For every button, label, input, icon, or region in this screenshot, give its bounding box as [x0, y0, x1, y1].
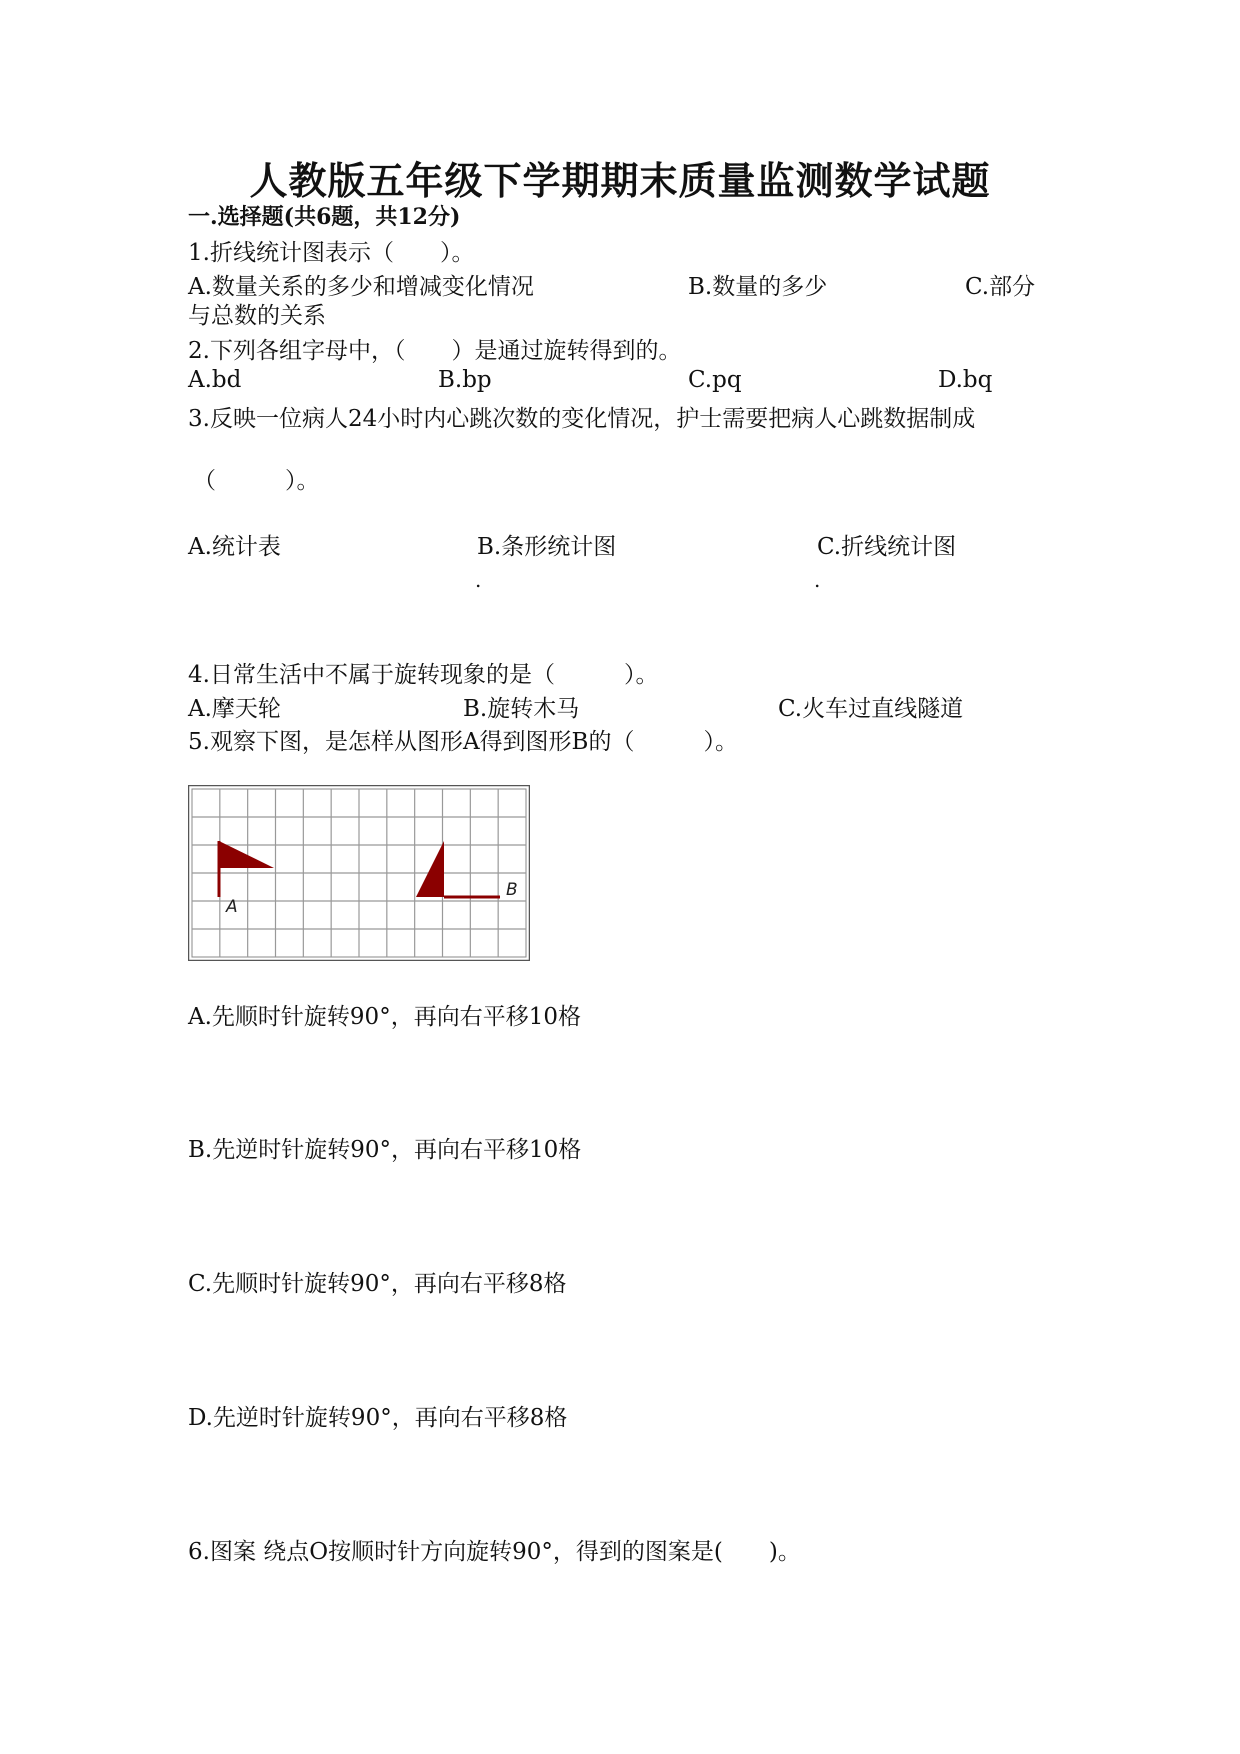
- question-4-option-c: C.火车过直线隧道: [778, 696, 964, 722]
- question-3-option-b: B.条形统计图: [477, 534, 617, 560]
- stray-dot-1: .: [475, 568, 482, 592]
- question-6-stem: 6.图案 绕点O按顺时针方向旋转90°，得到的图案是( )。: [188, 1539, 801, 1565]
- question-1-option-continuation: 与总数的关系: [188, 303, 326, 329]
- question-3-option-c: C.折线统计图: [817, 534, 957, 560]
- shape-a-label: A: [226, 897, 238, 917]
- page-title: 人教版五年级下学期期末质量监测数学试题: [249, 158, 991, 203]
- question-3-stem-continuation: （ ）。: [193, 468, 320, 494]
- question-1-option-b: B.数量的多少: [688, 274, 828, 300]
- question-1-option-c: C.部分: [965, 274, 1036, 300]
- question-1-stem: 1.折线统计图表示（ ）。: [188, 240, 475, 266]
- question-4-option-b: B.旋转木马: [463, 696, 580, 722]
- shape-b-label: B: [506, 880, 518, 900]
- section-heading: 一.选择题(共6题，共12分): [188, 204, 461, 230]
- question-3-option-a: A.统计表: [188, 534, 281, 560]
- question-2-option-a: A.bd: [188, 367, 242, 393]
- question-2-option-b: B.bp: [438, 367, 492, 393]
- question-4-stem: 4.日常生活中不属于旋转现象的是（ ）。: [188, 662, 659, 688]
- question-5-option-b: B.先逆时针旋转90°，再向右平移10格: [188, 1137, 582, 1163]
- question-2-option-d: D.bq: [938, 367, 993, 393]
- question-4-option-a: A.摩天轮: [188, 696, 281, 722]
- question-5-option-c: C.先顺时针旋转90°，再向右平移8格: [188, 1271, 567, 1297]
- stray-dot-2: .: [814, 568, 821, 592]
- question-5-option-d: D.先逆时针旋转90°，再向右平移8格: [188, 1405, 568, 1431]
- question-3-stem: 3.反映一位病人24小时内心跳次数的变化情况，护士需要把病人心跳数据制成: [188, 406, 976, 432]
- question-2-option-c: C.pq: [688, 367, 742, 393]
- question-1-option-a: A.数量关系的多少和增减变化情况: [188, 274, 534, 300]
- question-5-stem: 5.观察下图，是怎样从图形A得到图形B的（ ）。: [188, 729, 738, 755]
- rotation-grid-figure: [188, 785, 530, 961]
- question-2-stem: 2.下列各组字母中，（ ）是通过旋转得到的。: [188, 338, 682, 364]
- question-5-option-a: A.先顺时针旋转90°，再向右平移10格: [188, 1004, 581, 1030]
